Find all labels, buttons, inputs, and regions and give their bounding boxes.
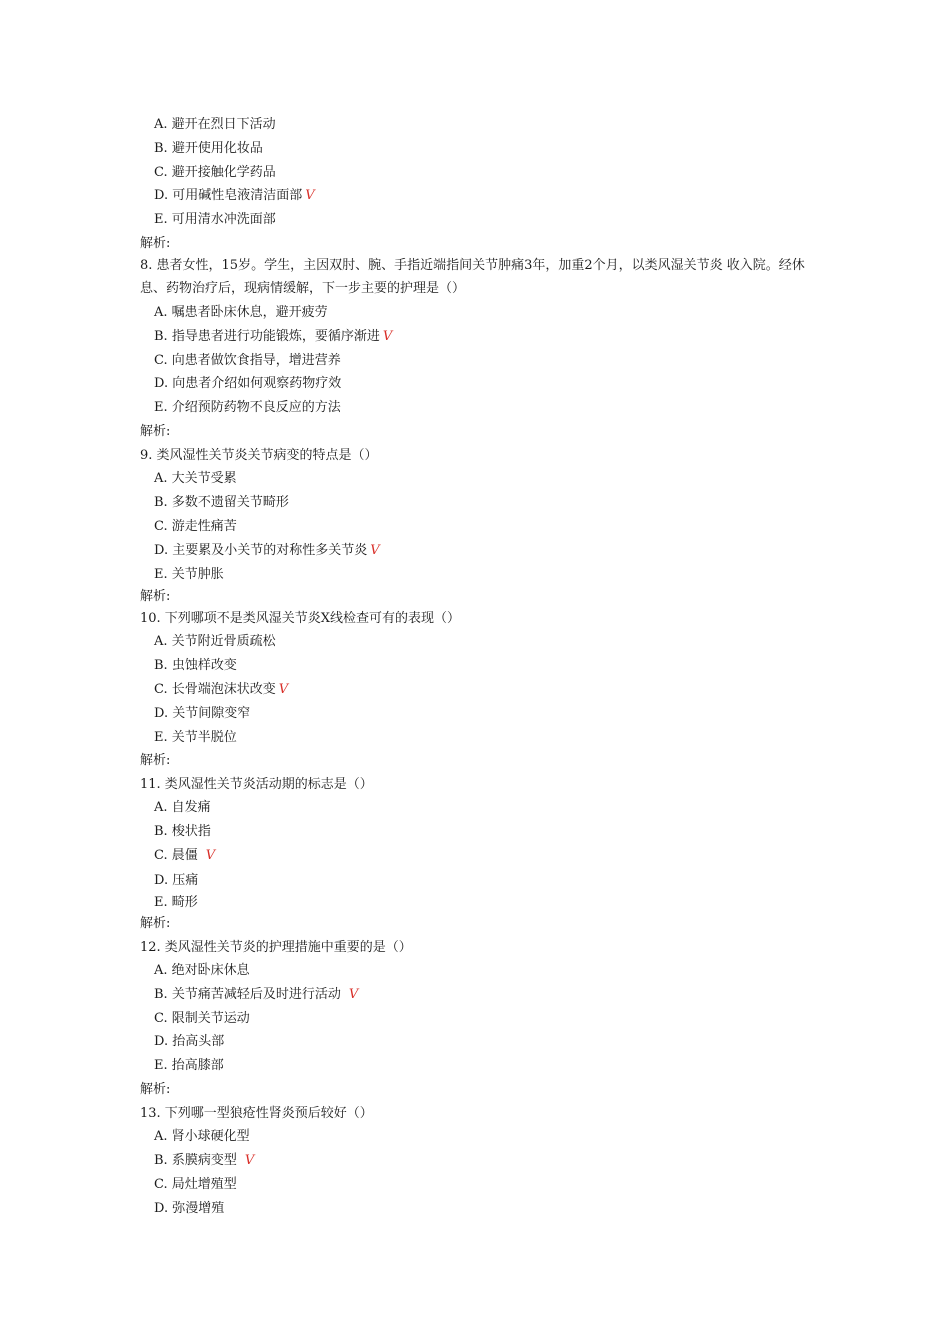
q9-option-a: A. 大关节受累	[154, 471, 237, 486]
q12-analysis-label: 解析:	[140, 1082, 171, 1097]
q10-analysis-label: 解析:	[140, 753, 171, 768]
q12-option-b: B. 关节痛苦减轻后及时进行活动 V	[154, 987, 359, 1002]
q7-analysis-label: 解析:	[140, 236, 171, 251]
q7-option-b: B. 避开使用化妆品	[154, 141, 263, 156]
answer-mark: V	[382, 329, 393, 344]
q7-option-e: E. 可用清水冲洗面部	[154, 212, 276, 227]
q11-option-d: D. 压痛	[154, 873, 199, 888]
q12-option-c: C. 限制关节运动	[154, 1011, 250, 1026]
q10-option-e: E. 关节半脱位	[154, 730, 237, 745]
q8-analysis-label: 解析:	[140, 424, 171, 439]
q9-option-b: B. 多数不遗留关节畸形	[154, 495, 289, 510]
q11-stem: 11. 类风湿性关节炎活动期的标志是（）	[140, 777, 373, 792]
q11-option-e: E. 畸形	[154, 895, 198, 910]
q10-option-a: A. 关节附近骨质疏松	[154, 634, 276, 649]
answer-mark: V	[278, 682, 289, 697]
q8-option-b: B. 指导患者进行功能锻炼，要循序渐进 V	[154, 329, 393, 344]
answer-mark: V	[348, 987, 359, 1002]
q13-stem: 13. 下列哪一型狼疮性肾炎预后较好（）	[140, 1106, 373, 1121]
q11-option-c: C. 晨僵 V	[154, 848, 216, 863]
q9-option-c: C. 游走性痛苦	[154, 519, 237, 534]
q7-option-c: C. 避开接触化学药品	[154, 165, 276, 180]
q10-option-c: C. 长骨端泡沫状改变 V	[154, 682, 289, 697]
q11-option-a: A. 自发痛	[154, 800, 211, 815]
q10-option-d: D. 关节间隙变窄	[154, 706, 251, 721]
q12-option-d: D. 抬高头部	[154, 1034, 225, 1049]
answer-mark: V	[244, 1153, 255, 1168]
answer-mark: V	[305, 188, 315, 203]
q13-option-c: C. 局灶增殖型	[154, 1177, 237, 1192]
q8-option-e: E. 介绍预防药物不良反应的方法	[154, 400, 341, 415]
q13-option-d: D. 弥漫增殖	[154, 1201, 225, 1216]
q13-option-a: A. 肾小球硬化型	[154, 1129, 250, 1144]
answer-mark: V	[205, 848, 216, 863]
q9-option-d: D. 主要累及小关节的对称性多关节炎 V	[154, 543, 380, 558]
q8-option-a: A. 嘱患者卧床休息，避开疲劳	[154, 305, 328, 320]
answer-mark: V	[370, 543, 380, 558]
q7-option-d: D. 可用碱性皂液清洁面部 V	[154, 188, 315, 203]
q10-option-b: B. 虫蚀样改变	[154, 658, 237, 673]
q12-option-e: E. 抬高膝部	[154, 1058, 224, 1073]
q8-option-d: D. 向患者介绍如何观察药物疗效	[154, 376, 342, 391]
q12-option-a: A. 绝对卧床休息	[154, 963, 250, 978]
q8-option-c: C. 向患者做饮食指导，增进营养	[154, 353, 341, 368]
q10-stem: 10. 下列哪项不是类风湿关节炎X线检查可有的表现（）	[140, 611, 461, 626]
q9-analysis-label: 解析:	[140, 589, 171, 604]
q12-stem: 12. 类风湿性关节炎的护理措施中重要的是（）	[140, 940, 412, 955]
q9-option-e: E. 关节肿胀	[154, 567, 224, 582]
q9-stem: 9. 类风湿性关节炎关节病变的特点是（）	[140, 448, 378, 463]
q11-option-b: B. 梭状指	[154, 824, 211, 839]
q7-option-a: A. 避开在烈日下活动	[154, 117, 276, 132]
q11-analysis-label: 解析:	[140, 916, 171, 931]
q13-option-b: B. 系膜病变型 V	[154, 1153, 255, 1168]
q8-stem: 8. 患者女性，15岁。学生，主因双肘、腕、手指近端指间关节肿痛3年，加重2个月，以类风湿关节炎 收入院。经休息、药物治疗后，现病情缓解，下一步主要的护理是（）	[140, 258, 805, 296]
